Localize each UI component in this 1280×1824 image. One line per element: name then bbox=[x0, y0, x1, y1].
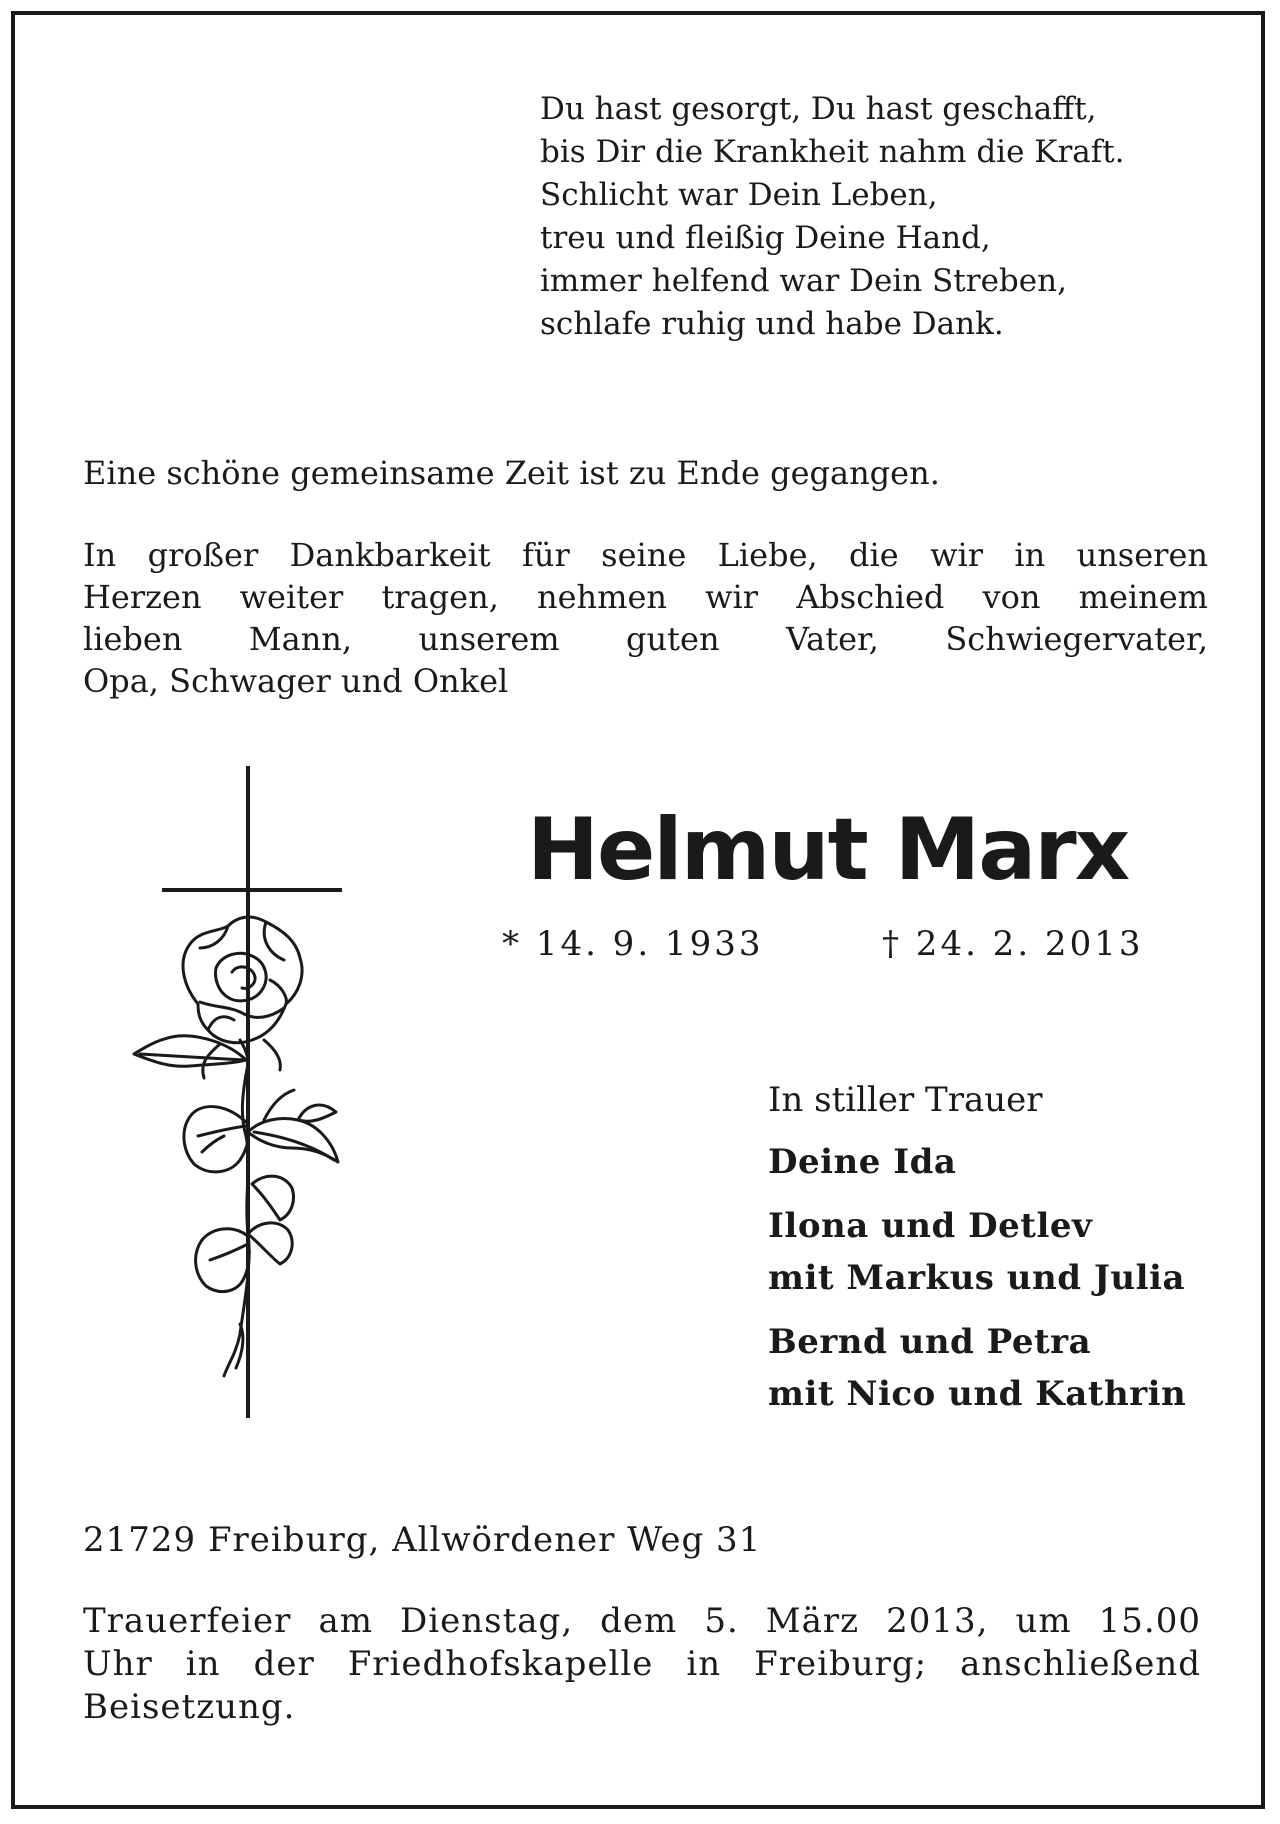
birth-date: * 14. 9. 1933 bbox=[502, 924, 764, 964]
mourner-group bbox=[768, 1316, 1186, 1420]
poem-line: treu und fleißig Deine Hand, bbox=[540, 220, 991, 256]
mourners-intro: In stiller Trauer bbox=[768, 1080, 1043, 1120]
mourner-line: Bernd und Petra bbox=[768, 1322, 1092, 1362]
poem-line: Schlicht war Dein Leben, bbox=[540, 177, 938, 213]
farewell-paragraph bbox=[83, 534, 1208, 702]
mourner-group bbox=[768, 1200, 1186, 1304]
funeral-line: Uhr in der Friedhofskapelle in Freiburg; anschließend bbox=[83, 1644, 1201, 1684]
mourner-line: Ilona und Detlev bbox=[768, 1206, 1093, 1246]
mourner-group bbox=[768, 1136, 1186, 1188]
farewell-line: Herzen weiter tragen, nehmen wir Abschied von meinem bbox=[83, 578, 1208, 616]
cross-icon bbox=[162, 766, 342, 1418]
deceased-name: Helmut Marx bbox=[527, 800, 1129, 900]
funeral-details bbox=[83, 1600, 1201, 1729]
poem bbox=[540, 88, 1125, 346]
intro-sentence: Eine schöne gemeinsame Zeit ist zu Ende gegangen. bbox=[83, 454, 940, 492]
farewell-line: Opa, Schwager und Onkel bbox=[83, 662, 509, 700]
poem-line: Du hast gesorgt, Du hast geschafft, bbox=[540, 91, 1097, 127]
poem-line: immer helfend war Dein Streben, bbox=[540, 263, 1067, 299]
funeral-line: Beisetzung. bbox=[83, 1687, 296, 1727]
rose-icon bbox=[134, 917, 338, 1376]
farewell-line: lieben Mann, unserem guten Vater, Schwiegervater, bbox=[83, 620, 1208, 658]
farewell-line: In großer Dankbarkeit für seine Liebe, die wir in unseren bbox=[83, 536, 1208, 574]
cross-rose-illustration bbox=[120, 764, 360, 1420]
address: 21729 Freiburg, Allwördener Weg 31 bbox=[83, 1520, 762, 1560]
death-date: † 24. 2. 2013 bbox=[882, 924, 1144, 964]
funeral-line: Trauerfeier am Dienstag, dem 5. März 2013, um 15.00 bbox=[83, 1601, 1201, 1641]
mourner-line: Deine Ida bbox=[768, 1142, 957, 1182]
poem-line: schlafe ruhig und habe Dank. bbox=[540, 306, 1004, 342]
poem-line: bis Dir die Krankheit nahm die Kraft. bbox=[540, 134, 1125, 170]
mourners-block bbox=[768, 1078, 1186, 1432]
mourner-line: mit Markus und Julia bbox=[768, 1258, 1185, 1298]
mourner-line: mit Nico und Kathrin bbox=[768, 1374, 1187, 1414]
